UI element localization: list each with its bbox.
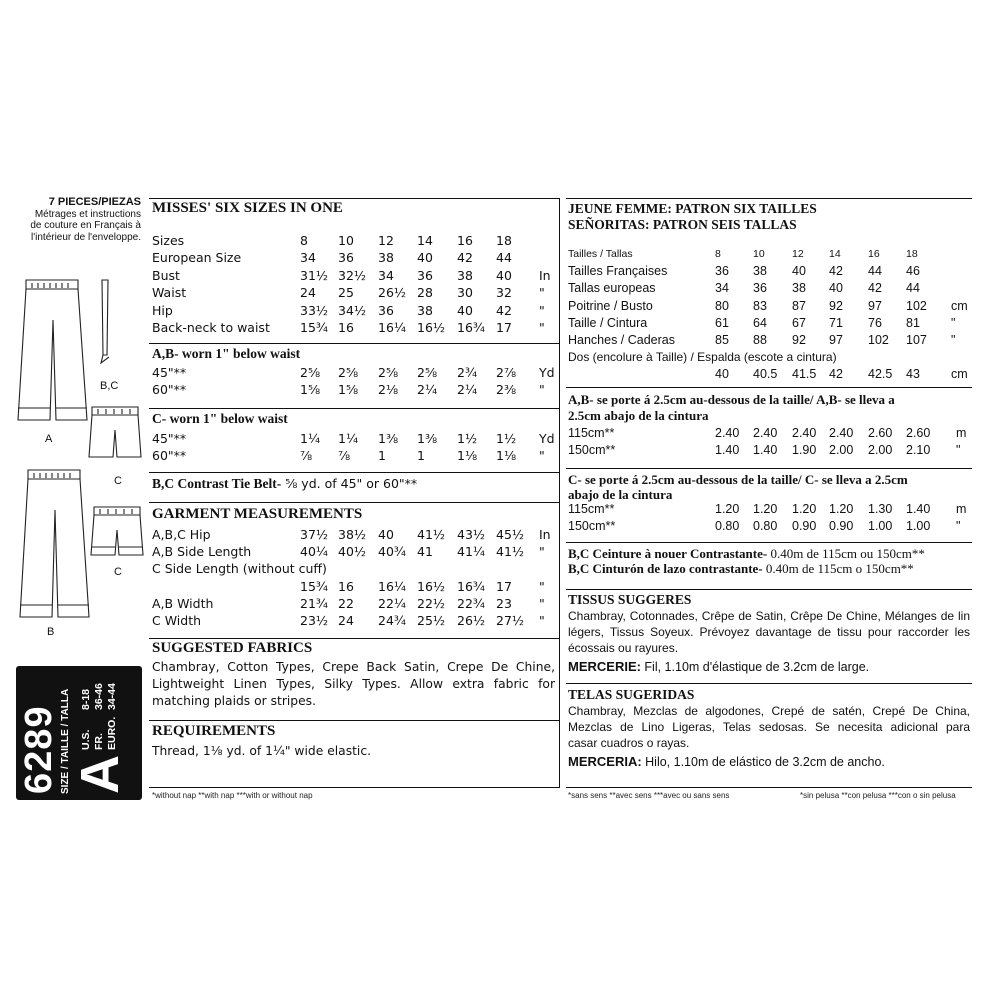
row-value: 1⅜	[417, 431, 438, 446]
row-value: 1.20	[792, 502, 817, 516]
row-unit: "	[956, 519, 961, 533]
row-unit: Yd	[539, 365, 555, 380]
row-value: 2⅛	[378, 382, 399, 397]
row-value: 42	[829, 264, 843, 279]
row-label: 45"**	[152, 431, 187, 446]
row-unit: In	[539, 267, 551, 283]
telas-line: Mezclas de Lino Ligeras, Telas sedosas. Se necesita adicional para	[568, 720, 970, 734]
row-value: 0.90	[829, 519, 854, 533]
tissus-line: Chambray, Cotonnades, Crêpe de Satin, Crêpe De Chine, Mélanges de lin	[568, 609, 970, 623]
row-value: 16¾	[457, 320, 486, 335]
row-value: 2.40	[715, 426, 740, 440]
row-label: Sizes	[152, 233, 185, 248]
row-value: 34	[300, 250, 316, 266]
row-value: 80	[715, 298, 729, 313]
row-value: 40½	[338, 544, 367, 560]
row-value: 16	[338, 578, 354, 594]
view-c-shorts-drawing	[89, 407, 141, 457]
row-value: 37½	[300, 527, 329, 542]
badge-view-letter: A	[70, 755, 130, 794]
row-value: 40	[378, 527, 394, 542]
badge-size-ranges	[80, 683, 119, 750]
row-value: 1.20	[753, 502, 778, 516]
row-value: 0.80	[753, 519, 778, 533]
pattern-number: 6289	[18, 705, 60, 794]
c-yardage-heading: C- worn 1" below waist	[152, 411, 288, 426]
row-unit: "	[539, 544, 545, 560]
row-value: 2⅝	[300, 365, 321, 380]
mercerie-label: MERCERIE:	[568, 659, 641, 674]
tissus-heading: TISSUS SUGGERES	[568, 592, 692, 607]
row-unit: "	[539, 595, 545, 611]
row-value: 1.20	[829, 502, 854, 516]
row-value: 16½	[417, 578, 446, 594]
row-value: 12	[378, 233, 394, 248]
row-unit: "	[951, 315, 956, 330]
row-label: 150cm**	[568, 519, 616, 533]
row-value: 25½	[417, 613, 446, 628]
badge-range-value: 36-46	[93, 683, 105, 710]
fr-c-heading-1: C- se porte á 2.5cm au-dessous de la taille/ C- se lleva a 2.5cm	[568, 472, 908, 487]
fr-c-heading-2: abajo de la cintura	[568, 487, 673, 502]
row-value: 22¾	[457, 595, 486, 611]
row-label: Back-neck to waist	[152, 320, 270, 335]
merceria-label: MERCERIA:	[568, 754, 642, 769]
row-unit: cm	[951, 367, 968, 381]
row-value: 18	[496, 233, 512, 248]
row-label: Poitrine / Busto	[568, 298, 653, 313]
view-c-cuffed-shorts-drawing	[91, 507, 143, 555]
badge-range-value: 8-18	[80, 688, 92, 710]
footnote-fr: *sans sens **avec sens ***avec ou sans sens	[568, 791, 730, 800]
row-value: 14	[417, 233, 433, 248]
row-value: 40¼	[300, 544, 329, 560]
row-label: 60"**	[152, 382, 187, 397]
row-value: 24	[300, 285, 316, 301]
requirements-text: Thread, 1⅛ yd. of 1¼" wide elastic.	[152, 744, 372, 758]
requirements-heading: REQUIREMENTS	[152, 723, 276, 739]
row-value: 42	[829, 367, 843, 381]
garment-measurements-heading: GARMENT MEASUREMENTS	[152, 506, 363, 522]
row-value: 1.90	[792, 443, 817, 457]
row-value: 40	[829, 281, 843, 296]
row-value: 10	[753, 248, 765, 260]
row-value: 2.40	[753, 426, 778, 440]
row-unit: "	[956, 443, 961, 457]
row-label: Tailles Françaises	[568, 264, 668, 279]
row-value: 2.40	[829, 426, 854, 440]
row-value: 23	[496, 595, 512, 611]
ab-yardage-heading: A,B- worn 1" below waist	[152, 346, 301, 361]
row-value: 1	[378, 448, 386, 463]
row-unit: "	[539, 382, 545, 397]
view-a-pants-drawing	[18, 280, 87, 420]
tissus-text	[568, 608, 970, 656]
tissus-line: écossais ou rayures.	[568, 641, 679, 655]
row-value: 41¼	[457, 544, 486, 560]
row-value: 1.20	[715, 502, 740, 516]
row-label: Bust	[152, 267, 180, 283]
row-value: 36	[378, 302, 394, 318]
row-value: 24¾	[378, 613, 407, 628]
row-label: 150cm**	[568, 443, 616, 457]
row-label: 115cm**	[568, 426, 615, 440]
row-unit: "	[539, 302, 545, 318]
row-value: ⅞	[338, 448, 351, 463]
row-value: 42.5	[868, 367, 893, 381]
row-value: 1⅝	[300, 382, 321, 397]
row-value: ⅞	[300, 448, 313, 463]
row-value: 25	[338, 285, 354, 301]
view-a-label: A	[45, 433, 53, 445]
row-value: 16¾	[457, 578, 486, 594]
row-value: 40	[792, 264, 806, 279]
es-belt-label: B,C Cinturón de lazo contrastante-	[568, 561, 763, 576]
row-label: Tallas europeas	[568, 281, 656, 296]
row-unit: cm	[951, 298, 968, 313]
row-value: 2.60	[868, 426, 893, 440]
fabrics-line: Chambray, Cotton Types, Crepe Back Satin, Crepe De Chine,	[152, 660, 555, 674]
row-value: 1¼	[338, 431, 359, 446]
row-label: Hanches / Caderas	[568, 333, 676, 347]
row-value: 1½	[496, 431, 517, 446]
row-value: 85	[715, 333, 729, 347]
footnote-en: *without nap **with nap ***with or without nap	[152, 791, 313, 800]
view-c-label: C	[114, 475, 122, 487]
mercerie-line	[568, 659, 869, 675]
row-value: 38½	[338, 527, 367, 542]
fr-belt-line	[568, 546, 925, 562]
row-unit: "	[539, 448, 545, 463]
row-value: 2.00	[868, 443, 893, 457]
row-label: A,B Width	[152, 595, 214, 611]
row-value: 102	[906, 298, 927, 313]
row-value: 15¾	[300, 320, 329, 335]
row-value: 40¾	[378, 544, 407, 560]
row-unit: "	[539, 320, 545, 335]
row-label: Waist	[152, 285, 187, 301]
row-value: 1½	[457, 431, 478, 446]
fabrics-line: Lightweight Linen Types, Silky Types. Allow extra fabric for	[152, 677, 555, 691]
row-value: 44	[868, 264, 882, 279]
row-value: 1.40	[715, 443, 740, 457]
footnote-es: *sin pelusa **con pelusa ***con o sin pelusa	[800, 791, 956, 800]
row-value: 38	[378, 250, 394, 266]
row-value: 1	[417, 448, 425, 463]
row-value: 2¾	[457, 365, 478, 380]
badge-range-value: 34-44	[106, 683, 118, 710]
row-label: 45"**	[152, 365, 187, 380]
tie-belt-amount: ⅝ yd. of 45" or 60"**	[281, 476, 418, 491]
telas-line: casar cuadros o rayas.	[568, 736, 690, 750]
suggested-fabrics-heading: SUGGESTED FABRICS	[152, 640, 313, 656]
row-value: 16½	[417, 320, 446, 335]
row-value: 22¼	[378, 595, 407, 611]
row-value: 27½	[496, 613, 525, 628]
tie-belt-line	[152, 476, 417, 492]
row-value: 31½	[300, 267, 329, 283]
row-value: 67	[792, 315, 806, 330]
row-value: 22	[338, 595, 354, 611]
row-value: 36	[338, 250, 354, 266]
row-value: 40	[417, 250, 433, 266]
es-belt-amount: 0.40m de 115cm o 150cm**	[762, 561, 914, 576]
row-value: 61	[715, 315, 729, 330]
row-value: 40	[457, 302, 473, 318]
row-value: 22½	[417, 595, 446, 611]
misses-sizes-heading: MISSES' SIX SIZES IN ONE	[152, 200, 343, 216]
row-value: 32	[496, 285, 512, 301]
row-value: 1⅜	[378, 431, 399, 446]
row-unit: m	[956, 426, 967, 440]
row-value: 1.40	[906, 502, 931, 516]
row-value: 2⅞	[496, 365, 517, 380]
tie-belt-label: B,C Contrast Tie Belt-	[152, 476, 282, 491]
size-label: SIZE / TAILLE / TALLA	[60, 688, 71, 794]
row-value: 2¼	[457, 382, 478, 397]
row-value: 40	[496, 267, 512, 283]
row-label: Hip	[152, 302, 173, 318]
row-value: 26½	[378, 285, 407, 301]
row-value: 38	[457, 267, 473, 283]
intro-line: l'intérieur de l'enveloppe.	[31, 231, 141, 243]
intro-line: de couture en Français à	[30, 220, 141, 231]
row-label: C Width	[152, 613, 202, 628]
row-value: 30	[457, 285, 473, 301]
row-value: 83	[753, 298, 767, 313]
row-value: 81	[906, 315, 920, 330]
es-belt-line	[568, 561, 914, 577]
row-value: 41½	[417, 527, 446, 542]
fr-title: JEUNE FEMME: PATRON SIX TAILLES	[568, 201, 817, 216]
row-value: 32½	[338, 267, 367, 283]
row-value: 17	[496, 320, 512, 335]
row-label: A,B,C Hip	[152, 527, 211, 542]
row-unit: m	[956, 502, 967, 516]
fr-ab-heading-2: 2.5cm abajo de la cintura	[568, 408, 709, 423]
row-value: 2.40	[792, 426, 817, 440]
badge-range-key: FR.	[93, 733, 105, 750]
view-b-pants-drawing	[20, 470, 89, 617]
row-value: 16	[868, 248, 880, 260]
row-value: 71	[829, 315, 843, 330]
row-value: 46	[906, 264, 920, 279]
row-value: 1⅝	[338, 382, 359, 397]
row-value: 16¼	[378, 578, 407, 594]
row-label: A,B Side Length	[152, 544, 252, 560]
row-value: 38	[417, 302, 433, 318]
row-value: 1.00	[868, 519, 893, 533]
merceria-text: Hilo, 1.10m de elástico de 3.2cm de ancho.	[641, 755, 885, 769]
garment-illustrations	[10, 225, 150, 645]
row-value: 1⅛	[496, 448, 517, 463]
tie-belt-drawing	[101, 280, 109, 363]
row-value: 97	[829, 333, 843, 347]
view-b-label: B	[47, 626, 55, 638]
row-value: 2.60	[906, 426, 931, 440]
row-value: 41	[417, 544, 433, 560]
row-value: 8	[715, 248, 721, 260]
row-value: 76	[868, 315, 882, 330]
row-value: 43	[906, 367, 920, 381]
row-value: 34½	[338, 302, 367, 318]
row-value: 42	[457, 250, 473, 266]
row-value: 26½	[457, 613, 486, 628]
merceria-line	[568, 754, 885, 770]
badge-range-key: EURO.	[106, 716, 118, 750]
tissus-line: légers, Tissus Soyeux. Prévoyez davantage de tissu pour raccorder les	[568, 625, 970, 639]
mercerie-text: Fil, 1.10m d'élastique de 3.2cm de large.	[640, 660, 870, 674]
row-value: 24	[338, 613, 354, 628]
row-value: 10	[338, 233, 354, 248]
view-c-label: C	[114, 566, 122, 578]
row-value: 2⅝	[378, 365, 399, 380]
row-unit: "	[539, 578, 545, 594]
row-value: 0.80	[715, 519, 740, 533]
row-unit: "	[951, 333, 956, 347]
telas-line: Chambray, Mezclas de algodones, Crepé de satén, Crepé De China,	[568, 704, 970, 718]
row-value: 42	[868, 281, 882, 296]
row-value: 2⅝	[338, 365, 359, 380]
row-value: 102	[868, 333, 889, 347]
fabrics-line: matching plaids or stripes.	[152, 694, 316, 708]
row-value: 1.30	[868, 502, 893, 516]
row-value: 15¾	[300, 578, 329, 594]
row-value: 16	[457, 233, 473, 248]
row-value: 36	[753, 281, 767, 296]
row-value: 18	[906, 248, 918, 260]
row-unit: "	[539, 285, 545, 301]
row-value: 88	[753, 333, 767, 347]
row-label: 115cm**	[568, 502, 615, 516]
size-badge	[16, 666, 142, 800]
row-value: 34	[715, 281, 729, 296]
row-value: 2.00	[829, 443, 854, 457]
row-value: 17	[496, 578, 512, 594]
row-value: 8	[300, 233, 308, 248]
row-unit: In	[539, 527, 551, 542]
fr-ab-heading-1: A,B- se porte á 2.5cm au-dessous de la taille/ A,B- se lleva a	[568, 392, 895, 407]
row-value: 45½	[496, 527, 525, 542]
es-title: SEÑORITAS: PATRON SEIS TALLAS	[568, 217, 797, 232]
row-value: 40	[715, 367, 729, 381]
row-label: 60"**	[152, 448, 187, 463]
row-label: Tailles / Tallas	[568, 248, 633, 260]
row-value: 92	[829, 298, 843, 313]
row-value: 1⅛	[457, 448, 478, 463]
row-value: 64	[753, 315, 767, 330]
row-label: European Size	[152, 250, 242, 266]
row-value: 12	[792, 248, 804, 260]
row-value: 1.40	[753, 443, 778, 457]
row-value: 107	[906, 333, 927, 347]
pieces-count: 7 PIECES/PIEZAS	[48, 196, 141, 208]
row-value: 36	[417, 267, 433, 283]
row-value: 38	[792, 281, 806, 296]
row-value: 42	[496, 302, 512, 318]
row-value: 36	[715, 264, 729, 279]
row-label: Taille / Cintura	[568, 315, 648, 330]
intro-line: Métrages et instructions	[34, 208, 141, 220]
row-value: 43½	[457, 527, 486, 542]
row-value: 2.10	[906, 443, 931, 457]
row-value: 41.5	[792, 367, 817, 381]
row-value: 44	[496, 250, 512, 266]
row-value: 21¾	[300, 595, 329, 611]
row-value: 1.00	[906, 519, 931, 533]
row-value: 33½	[300, 302, 329, 318]
row-value: 1¼	[300, 431, 321, 446]
row-value: 40.5	[753, 367, 778, 381]
back-length-label: Dos (encolure à Taille) / Espalda (escote a cintura)	[568, 350, 837, 364]
row-value: 28	[417, 285, 433, 301]
suggested-fabrics-text	[152, 659, 555, 710]
row-value: 92	[792, 333, 806, 347]
row-unit: "	[539, 613, 545, 628]
row-value: 2⅝	[417, 365, 438, 380]
row-value: 23½	[300, 613, 329, 628]
row-value: 16¼	[378, 320, 407, 335]
row-value: 34	[378, 267, 394, 283]
fr-belt-label: B,C Ceinture à nouer Contrastante-	[568, 546, 768, 561]
view-bc-label: B,C	[100, 380, 119, 392]
row-value: 16	[338, 320, 354, 335]
row-value: 2¼	[417, 382, 438, 397]
row-value: 44	[906, 281, 920, 296]
fr-belt-amount: 0.40m de 115cm ou 150cm**	[767, 546, 925, 561]
telas-heading: TELAS SUGERIDAS	[568, 687, 695, 702]
row-value: 97	[868, 298, 882, 313]
row-value: 87	[792, 298, 806, 313]
row-label: C Side Length (without cuff)	[152, 561, 327, 577]
row-value: 41½	[496, 544, 525, 560]
badge-range-key: U.S.	[80, 729, 92, 750]
row-unit: Yd	[539, 431, 555, 446]
row-value: 2⅜	[496, 382, 517, 397]
row-value: 0.90	[792, 519, 817, 533]
telas-text	[568, 703, 970, 751]
row-value: 14	[829, 248, 841, 260]
row-value: 38	[753, 264, 767, 279]
